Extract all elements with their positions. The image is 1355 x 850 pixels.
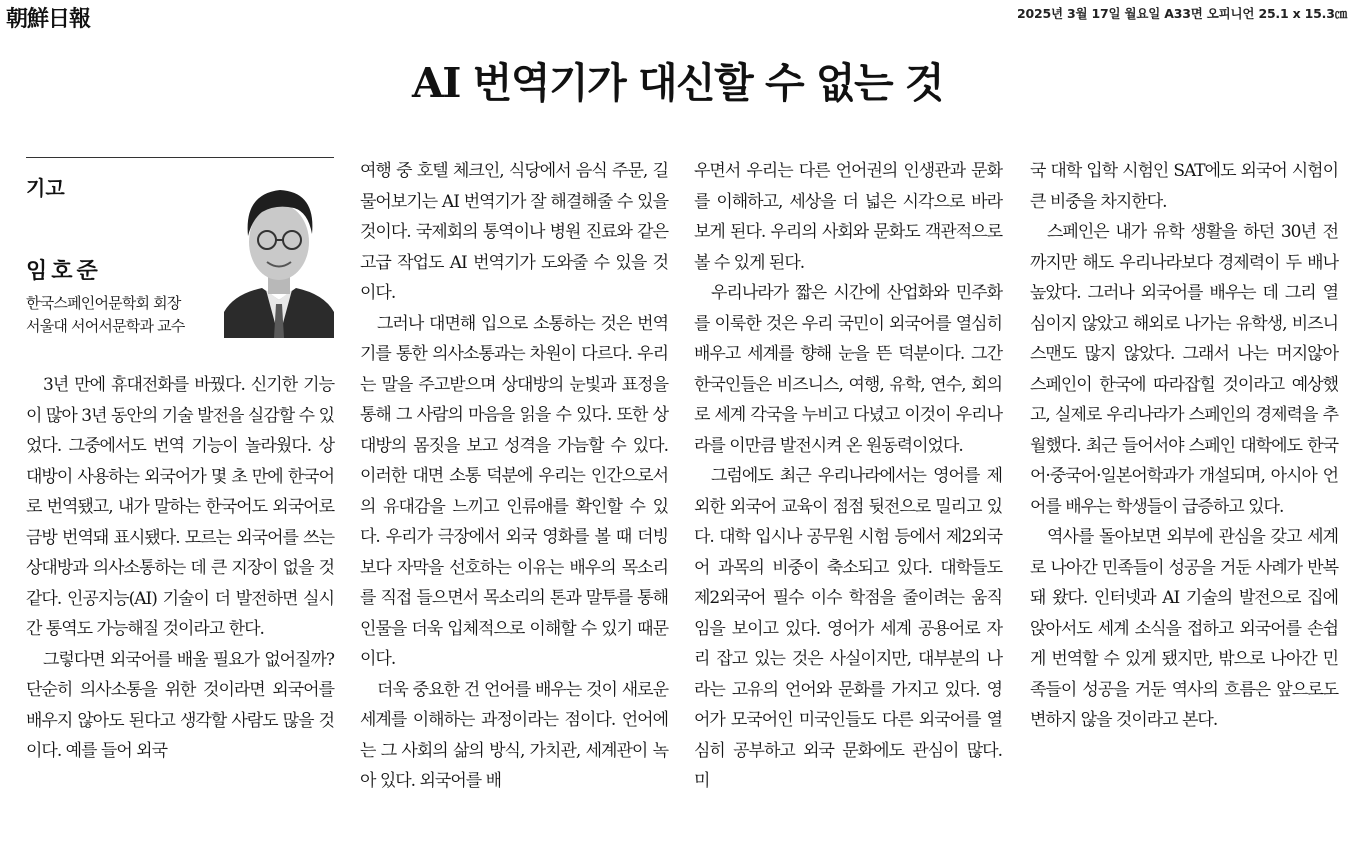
article-column-4 xyxy=(1030,156,1338,736)
author-portrait xyxy=(224,172,334,338)
paragraph: 그럼에도 최근 우리나라에서는 영어를 제외한 외국어 교육이 점점 뒷전으로 밀리고 있다. 대학 입시나 공무원 시험 등에서 제2외국어 과목의 비중이 축소되고 있다. 대학들도 제2외국어 필수 이수 학점을 줄이려는 움직임을 보이고 있다. 영어가 세계 공용어로 자리 잡고 있는 것은 사실이지만, 대부분의 나라는 고유의 언어와 문화를 가지고 있다. 영어가 모국어인 미국인들도 다른 외국어를 열심히 공부하고 외국 문화에도 관심이 많다. 미 xyxy=(694,466,1002,791)
paragraph: 3년 만에 휴대전화를 바꿨다. 신기한 기능이 많아 3년 동안의 기술 발전을 실감할 수 있었다. 그중에서도 번역 기능이 놀라웠다. 상대방이 사용하는 외국어가 몇 초 만에 한국어로 번역됐고, 내가 말하는 한국어도 외국어로 금방 번역돼 표시됐다. 모르는 외국어를 쓰는 상대방과 의사소통하는 데 큰 지장이 없을 것 같다. 인공지능(AI) 기술이 더 발전하면 실시간 통역도 가능해질 것이라고 한다. xyxy=(26,375,334,639)
author-name: 임호준 xyxy=(26,259,102,284)
article-headline: AI 번역기가 대신할 수 없는 것 xyxy=(411,59,944,107)
paragraph: 그러나 대면해 입으로 소통하는 것은 번역기를 통한 의사소통과는 차원이 다르다. 우리는 말을 주고받으며 상대방의 눈빛과 표정을 통해 그 사람의 마음을 읽을 수 있다. 또한 상대방의 몸짓을 보고 성격을 가늠할 수 있다. 이러한 대면 소통 덕분에 우리는 인간으로서의 유대감을 느끼고 인류애를 확인할 수 있다. 우리가 극장에서 외국 영화를 볼 때 더빙보다 자막을 선호하는 이유는 배우의 목소리를 직접 들으면서 목소리의 톤과 말투를 통해 인물을 더욱 입체적으로 이해할 수 있기 때문이다. xyxy=(360,313,668,669)
section-label: 기고 xyxy=(26,176,65,200)
paragraph: 우면서 우리는 다른 언어권의 인생관과 문화를 이해하고, 세상을 더 넓은 시각으로 바라보게 된다. 우리의 사회와 문화도 객관적으로 볼 수 있게 된다. xyxy=(694,161,1002,273)
byline-box xyxy=(26,157,334,338)
paragraph: 여행 중 호텔 체크인, 식당에서 음식 주문, 길 물어보기는 AI 번역기가 잘 해결해줄 수 있을 것이다. 국제회의 통역이나 병원 진료와 같은 고급 작업도 AI 번역기가 도와줄 수 있을 것이다. xyxy=(360,161,668,303)
paragraph: 역사를 돌아보면 외부에 관심을 갖고 세계로 나아간 민족들이 성공을 거둔 사례가 반복돼 왔다. 인터넷과 AI 기술의 발전으로 집에 앉아서도 세계 소식을 접하고 외국어를 손쉽게 번역할 수 있게 됐지만, 밖으로 나아간 민족들이 성공을 거둔 역사의 흐름은 앞으로도 변하지 않을 것이라고 본다. xyxy=(1030,527,1338,730)
article-column-2 xyxy=(360,156,668,797)
article-column-1 xyxy=(26,370,334,767)
article-column-3 xyxy=(694,156,1002,797)
paragraph: 우리나라가 짧은 시간에 산업화와 민주화를 이룩한 것은 우리 국민이 외국어를 열심히 배우고 세계를 향해 눈을 뜬 덕분이다. 그간 한국인들은 비즈니스, 여행, 유학, 연수, 회의로 세계 각국을 누비고 다녔고 이것이 우리나라를 이만큼 발전시켜 온 원동력이었다. xyxy=(694,283,1002,456)
newspaper-logo: 朝鮮日報 xyxy=(6,6,91,32)
publication-info: 2025년 3월 17일 월요일 A33면 오피니언 25.1 x 15.3㎝ xyxy=(1016,6,1347,21)
author-title-1: 한국스페인어문학회 회장 xyxy=(26,294,181,312)
paragraph: 더욱 중요한 건 언어를 배우는 것이 새로운 세계를 이해하는 과정이라는 점이다. 언어에는 그 사회의 삶의 방식, 가치관, 세계관이 녹아 있다. 외국어를 배 xyxy=(360,679,668,791)
paragraph: 스페인은 내가 유학 생활을 하던 30년 전까지만 해도 우리나라보다 경제력이 두 배나 높았다. 그러나 외국어를 배우는 데 그리 열심이지 않았고 해외로 나가는 유학생, 비즈니스맨도 많지 않았다. 그래서 나는 머지않아 스페인이 한국에 따라잡힐 것이라고 예상했고, 실제로 우리나라가 스페인의 경제력을 추월했다. 최근 들어서야 스페인 대학에도 한국어·중국어·일본어학과가 개설되며, 아시아 언어를 배우는 학생들이 급증하고 있다. xyxy=(1030,222,1338,517)
paragraph: 국 대학 입학 시험인 SAT에도 외국어 시험이 큰 비중을 차지한다. xyxy=(1030,161,1338,212)
author-title-2: 서울대 서어서문학과 교수 xyxy=(26,317,185,335)
paragraph: 그렇다면 외국어를 배울 필요가 없어질까? 단순히 의사소통을 위한 것이라면 외국어를 배우지 않아도 된다고 생각할 사람도 많을 것이다. 예를 들어 외국 xyxy=(26,649,334,761)
